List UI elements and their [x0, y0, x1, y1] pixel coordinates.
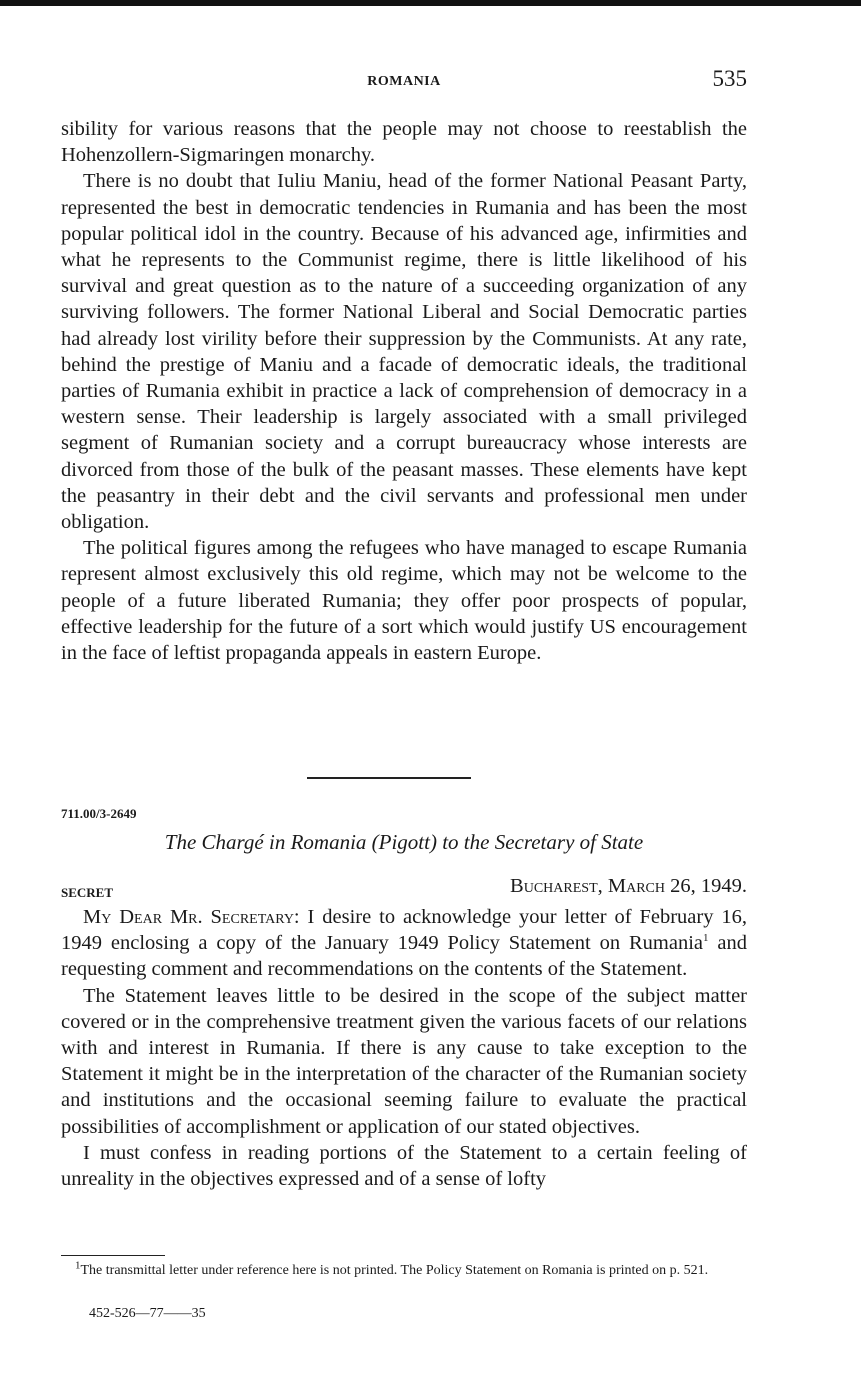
dateline-row — [61, 875, 747, 901]
footnote-marker: 1 — [75, 1259, 81, 1272]
letter-paragraph-1-part-a: I desire to acknowledge your letter of February 16, 1949 enclosing a copy of the January 1949 Policy Statement on Rumania — [61, 906, 748, 955]
footnote-text: The transmittal letter under reference here is not printed. The Policy Statement on Romania is printed on p. 521. — [80, 1263, 709, 1278]
letter-paragraph-2: The Statement leaves little to be desired in the scope of the subject matter covered or in the comprehensive treatment given the various facets of our relations with and interest in Rumania. If there is any cause to take exception to the Statement it might be in the interpretation of the character of the Rumanian society and institutions and the occasional seeming failure to evaluate the practical possibilities of accomplishment or application of our stated objectives. — [61, 984, 747, 1138]
section-divider — [307, 777, 471, 779]
letter-text — [61, 904, 747, 1192]
salutation: My Dear Mr. Secretary: — [83, 906, 300, 928]
letter-paragraph-1 — [61, 904, 747, 983]
paragraph-refugees: The political figures among the refugees who have managed to escape Rumania represent almost exclusively this old regime, which may not be welcome to the people of a future liberated Rumania; they offer poor prospects of popular, effective leadership for the future of a sort which would justify US encouragement in the face of leftist propaganda appeals in eastern Europe. — [61, 537, 747, 665]
page-top-edge — [0, 0, 861, 6]
page-number: 535 — [712, 66, 747, 91]
letter-paragraph-3: I must confess in reading portions of the Statement to a certain feeling of unreality in the objectives expressed and of a sense of lofty — [61, 1141, 747, 1191]
file-number: 711.00/3-2649 — [61, 806, 137, 821]
footnote-reference: 1 — [703, 932, 709, 945]
paragraph-continuation: sibility for various reasons that the people may not choose to reestablish the Hohenzollern-Sigmaringen monarchy. — [61, 118, 747, 167]
dateline: Bucharest, March 26, 1949. — [510, 875, 747, 897]
document-title: The Chargé in Romania (Pigott) to the Secretary of State — [164, 830, 644, 854]
letter-paragraph-1-part-b: and requesting comment and recommendations on the contents of the Statement. — [61, 932, 747, 981]
body-text — [61, 116, 747, 666]
paragraph-maniu: There is no doubt that Iuliu Maniu, head of the former National Peasant Party, represented the best in democratic tendencies in Rumania and has been the most popular political idol in the country. Because of his advanced age, infirmities and what he represents to the Communist regime, there is little likelihood of his survival and great question as to the nature of a succeeding organization of any surviving followers. The former National Liberal and Social Democratic parties had already lost virility before their suppression by the Communists. At any rate, behind the prestige of Maniu and a facade of democratic ideals, the traditional parties of Rumania exhibit in practice a lack of comprehension of democracy in a western sense. Their leadership is largely associated with a small privileged segment of Rumanian society and a corrupt bureaucracy whose interests are divorced from those of the bulk of the peasant masses. These elements have kept the peasantry in their debt and the civil servants and professional men under obligation. — [61, 170, 747, 534]
classification-label: SECRET — [61, 885, 114, 900]
footnote-rule — [61, 1255, 165, 1256]
page-header — [61, 66, 747, 96]
footnote — [61, 1259, 747, 1279]
running-head: ROMANIA — [367, 74, 441, 89]
printer-code: 452-526—77——35 — [89, 1306, 206, 1321]
